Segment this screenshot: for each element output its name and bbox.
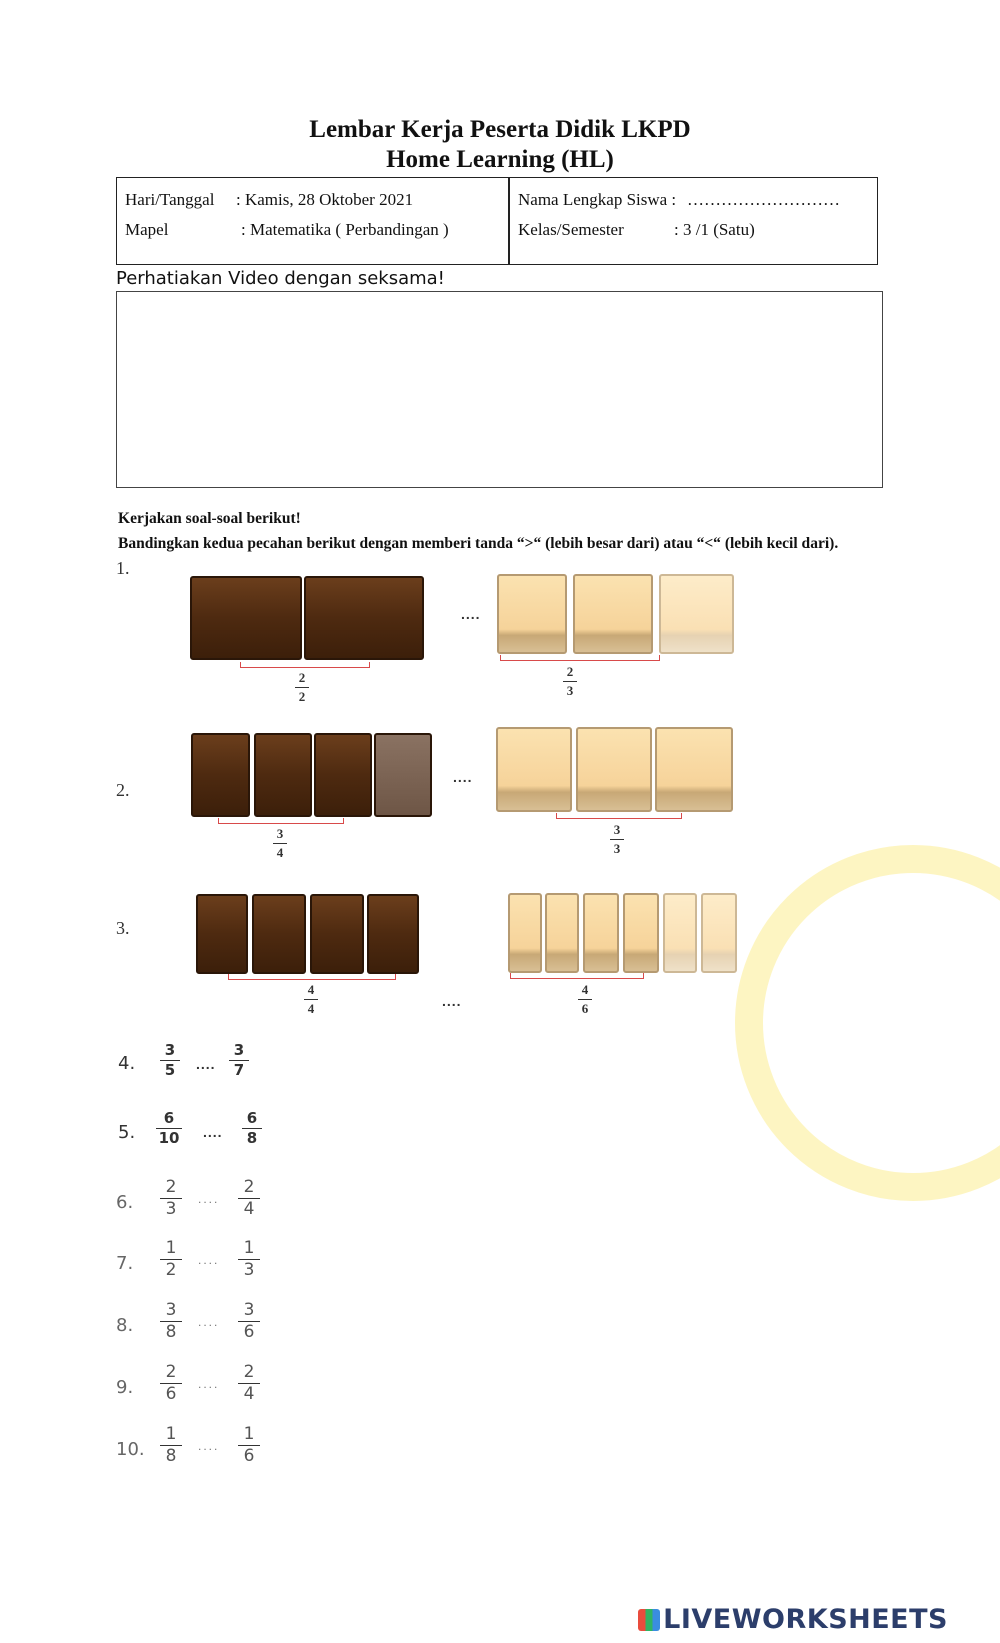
chocolate-piece [254, 733, 312, 817]
bracket [228, 974, 396, 980]
question-number: 10. [116, 1439, 145, 1460]
fraction-label: 4 4 [304, 982, 318, 1017]
answer-blank[interactable]: .... [442, 993, 462, 1009]
cheese-piece [623, 893, 659, 973]
chocolate-piece [304, 576, 424, 660]
cheese-piece [573, 574, 653, 654]
left-fraction: 6 10 [156, 1111, 182, 1146]
left-fraction: 3 8 [160, 1302, 182, 1341]
chocolate-piece [310, 894, 364, 974]
right-fraction: 3 6 [238, 1302, 260, 1341]
fraction-label: 3 3 [610, 822, 624, 857]
video-player[interactable] [116, 291, 883, 488]
question-number: 5. [118, 1122, 136, 1143]
fraction-label: 2 3 [563, 664, 577, 699]
chocolate-piece [374, 733, 432, 817]
brand-text: LIVEWORKSHEETS [663, 1604, 948, 1635]
answer-blank[interactable]: .... [461, 606, 481, 622]
nama-label: Nama Lengkap Siswa : [518, 190, 677, 209]
chocolate-piece [367, 894, 419, 974]
question-number: 6. [116, 1192, 134, 1213]
bracket [218, 818, 344, 824]
right-fraction: 3 7 [229, 1043, 249, 1078]
cheese-piece [701, 893, 737, 973]
info-divider [508, 178, 510, 264]
question-number: 9. [116, 1377, 134, 1398]
mapel-label: Mapel [125, 220, 169, 239]
right-fraction: 1 6 [238, 1426, 260, 1465]
question-number: 1. [116, 558, 130, 578]
page-title: Lembar Kerja Peserta Didik LKPD [309, 116, 691, 143]
left-fraction: 1 8 [160, 1426, 182, 1465]
nama-field[interactable]: ……………………… [687, 190, 840, 209]
right-fraction: 2 4 [238, 1364, 260, 1403]
fraction-label: 2 2 [295, 670, 309, 705]
answer-blank[interactable]: .... [198, 1192, 220, 1206]
chocolate-piece [314, 733, 372, 817]
left-fraction: 1 2 [160, 1240, 182, 1279]
brand-icon [638, 1609, 660, 1631]
liveworksheets-logo[interactable] [638, 1604, 948, 1635]
answer-blank[interactable]: .... [203, 1124, 223, 1140]
hari-label: Hari/Tanggal [125, 190, 215, 209]
bracket [556, 813, 682, 819]
answer-blank[interactable]: .... [196, 1056, 216, 1072]
info-table [116, 177, 878, 265]
chocolate-piece [190, 576, 302, 660]
chocolate-piece [196, 894, 248, 974]
bracket [240, 662, 370, 668]
page-subtitle: Home Learning (HL) [386, 146, 614, 173]
fraction-label: 3 4 [273, 826, 287, 861]
left-fraction: 2 6 [160, 1364, 182, 1403]
kelas-label: Kelas/Semester [518, 220, 624, 239]
question-number: 2. [116, 780, 130, 800]
cheese-piece [659, 574, 734, 654]
right-fraction: 1 3 [238, 1240, 260, 1279]
cheese-piece [497, 574, 567, 654]
cheese-piece [655, 727, 733, 812]
right-fraction: 6 8 [242, 1111, 262, 1146]
cheese-piece [576, 727, 652, 812]
bracket [500, 655, 660, 661]
left-fraction: 2 3 [160, 1179, 182, 1218]
fraction-label: 4 6 [578, 982, 592, 1017]
cheese-piece [508, 893, 542, 973]
instruction-heading: Kerjakan soal-soal berikut! [118, 510, 301, 527]
question-number: 7. [116, 1253, 134, 1274]
answer-blank[interactable]: .... [198, 1439, 220, 1453]
cheese-piece [663, 893, 697, 973]
video-notice: Perhatiakan Video dengan seksama! [116, 268, 445, 289]
answer-blank[interactable]: .... [198, 1377, 220, 1391]
hari-value: : Kamis, 28 Oktober 2021 [236, 190, 414, 209]
chocolate-piece [252, 894, 306, 974]
question-number: 8. [116, 1315, 134, 1336]
answer-blank[interactable]: .... [198, 1315, 220, 1329]
cheese-piece [496, 727, 572, 812]
bracket [510, 973, 644, 979]
answer-blank[interactable]: .... [453, 769, 473, 785]
kelas-value: : 3 /1 (Satu) [674, 220, 755, 239]
answer-blank[interactable]: .... [198, 1253, 220, 1267]
question-number: 3. [116, 918, 130, 938]
cheese-piece [545, 893, 579, 973]
chocolate-piece [191, 733, 250, 817]
question-number: 4. [118, 1053, 136, 1074]
left-fraction: 3 5 [160, 1043, 180, 1078]
right-fraction: 2 4 [238, 1179, 260, 1218]
watermark-emblem [735, 845, 1000, 1201]
cheese-piece [583, 893, 619, 973]
mapel-value: : Matematika ( Perbandingan ) [241, 220, 449, 239]
instruction-text: Bandingkan kedua pecahan berikut dengan memberi tanda “>“ (lebih besar dari) atau “<“ (lebih kecil dari). [118, 535, 839, 552]
